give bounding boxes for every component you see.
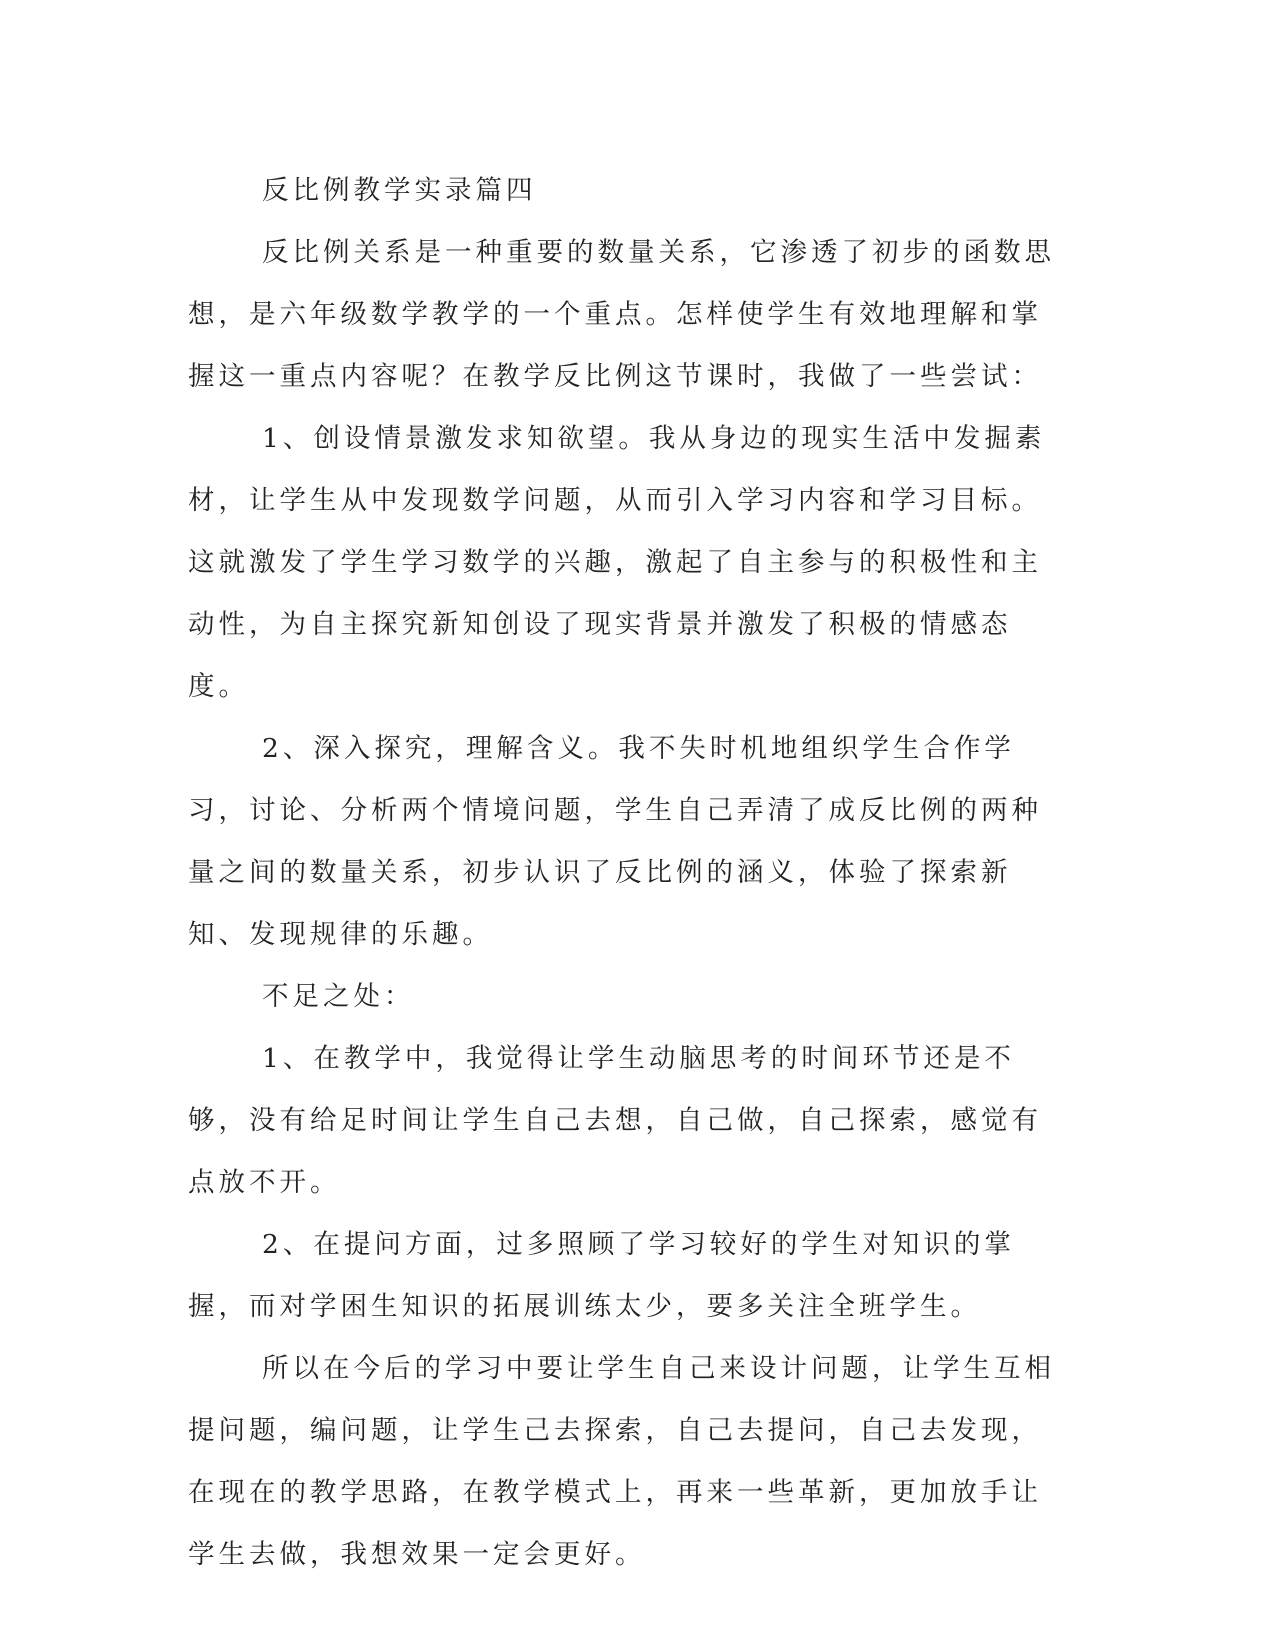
paragraph-shortcoming-2: 2、在提问方面，过多照顾了学习较好的学生对知识的掌握，而对学困生知识的拓展训练太少，要多关注全班学生。 (188, 1229, 1015, 1322)
paragraph-point-2: 2、深入探究，理解含义。我不失时机地组织学生合作学习，讨论、分析两个情境问题，学生自己弄清了成反比例的两种量之间的数量关系，初步认识了反比例的涵义，体验了探索新知、发现规律的乐趣。 (188, 733, 1042, 950)
document-title: 反比例教学实录篇四 (262, 175, 537, 206)
paragraph-conclusion: 所以在今后的学习中要让学生自己来设计问题，让学生互相提问题，编问题，让学生己去探索，自己去提问，自己去发现，在现在的教学思路，在教学模式上，再来一些革新，更加放手让学生去做，我想效果一定会更好。 (188, 1353, 1055, 1570)
paragraph-shortcoming-1: 1、在教学中，我觉得让学生动脑思考的时间环节还是不够，没有给足时间让学生自己去想，自己做，自己探索，感觉有点放不开。 (188, 1043, 1042, 1198)
document-body (188, 160, 1068, 1586)
paragraph-point-1: 1、创设情景激发求知欲望。我从身边的现实生活中发掘素材，让学生从中发现数学问题，从而引入学习内容和学习目标。这就激发了学生学习数学的兴趣，激起了自主参与的积极性和主动性，为自主探究新知创设了现实背景并激发了积极的情感态度。 (188, 423, 1046, 702)
paragraph-shortcomings-heading: 不足之处： (262, 981, 415, 1012)
paragraph-intro: 反比例关系是一种重要的数量关系，它渗透了初步的函数思想，是六年级数学教学的一个重点。怎样使学生有效地理解和掌握这一重点内容呢？在教学反比例这节课时，我做了一些尝试： (188, 237, 1055, 392)
